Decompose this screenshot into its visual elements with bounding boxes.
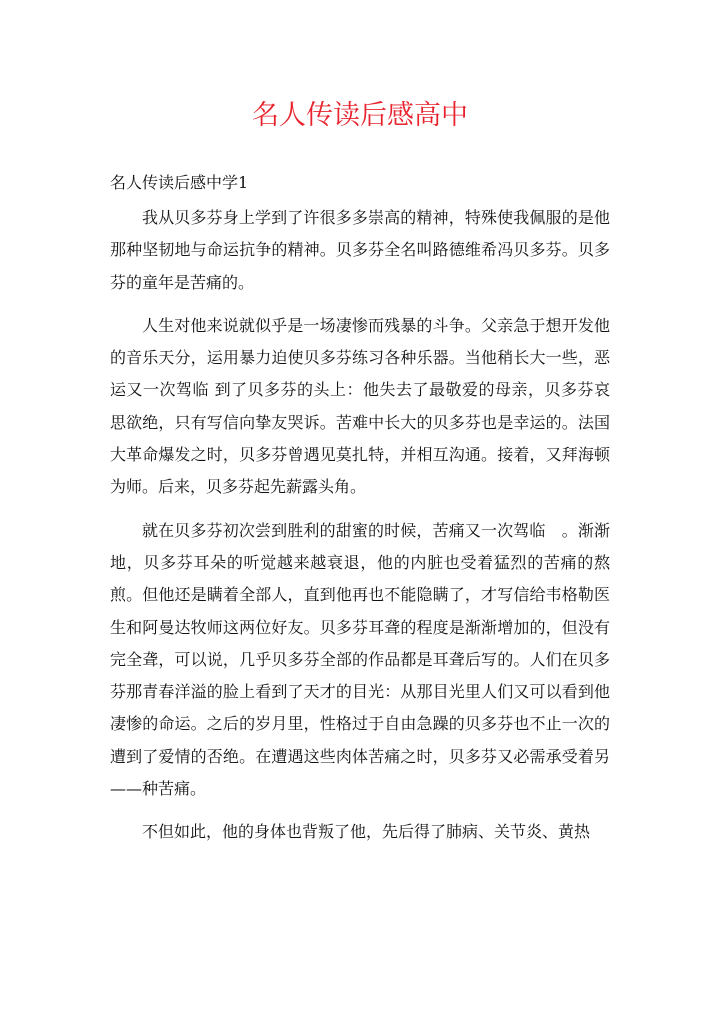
paragraph-4: 不但如此，他的身体也背叛了他，先后得了肺病、关节炎、黄热 [142, 822, 591, 842]
document-title: 名人传读后感高中 [252, 100, 468, 131]
paragraph-1: 我从贝多芬身上学到了许很多多崇高的精神，特殊使我佩服的是他那种坚韧地与命运抗争的精神。贝多芬全名叫路德维希冯贝多芬。贝多芬的童年是苦痛的。 [110, 208, 610, 292]
paragraph-3: 就在贝多芬初次尝到胜利的甜蜜的时候，苦痛又一次驾临 。渐渐地，贝多芬耳朵的听觉越来越衰退，他的内脏也受着猛烈的苦痛的熬煎。但他还是瞒着全部人，直到他再也不能隐瞒了，才写信给韦格勒医生和阿曼达牧师这两位好友。贝多芬耳聋的程度是渐渐增加的，但没有完全聋，可以说，几乎贝多芬全部的作品都是耳聋后写的。人们在贝多芬那青春洋溢的脸上看到了天才的目光：从那目光里人们又可以看到他凄惨的命运。之后的岁月里，性格过于自由急躁的贝多芬也不止一次的遭到了爱情的否绝。在遭遇这些肉体苦痛之时，贝多芬又必需承受着另——种苦痛。 [110, 520, 610, 799]
document-body [110, 202, 610, 860]
section-heading: 名人传读后感中学1 [110, 173, 249, 192]
paragraph-2: 人生对他来说就似乎是一场凄惨而残暴的斗争。父亲急于想开发他的音乐天分，运用暴力迫使贝多芬练习各种乐器。当他稍长大一些，恶运又一次驾临 到了贝多芬的头上：他失去了最敬爱的母亲，贝多芬哀思欲绝，只有写信向挚友哭诉。苦难中长大的贝多芬也是幸运的。法国大革命爆发之时，贝多芬曾遇见莫扎特，并相互沟通。接着，又拜海顿为师。后来，贝多芬起先薪露头角。 [110, 315, 610, 497]
